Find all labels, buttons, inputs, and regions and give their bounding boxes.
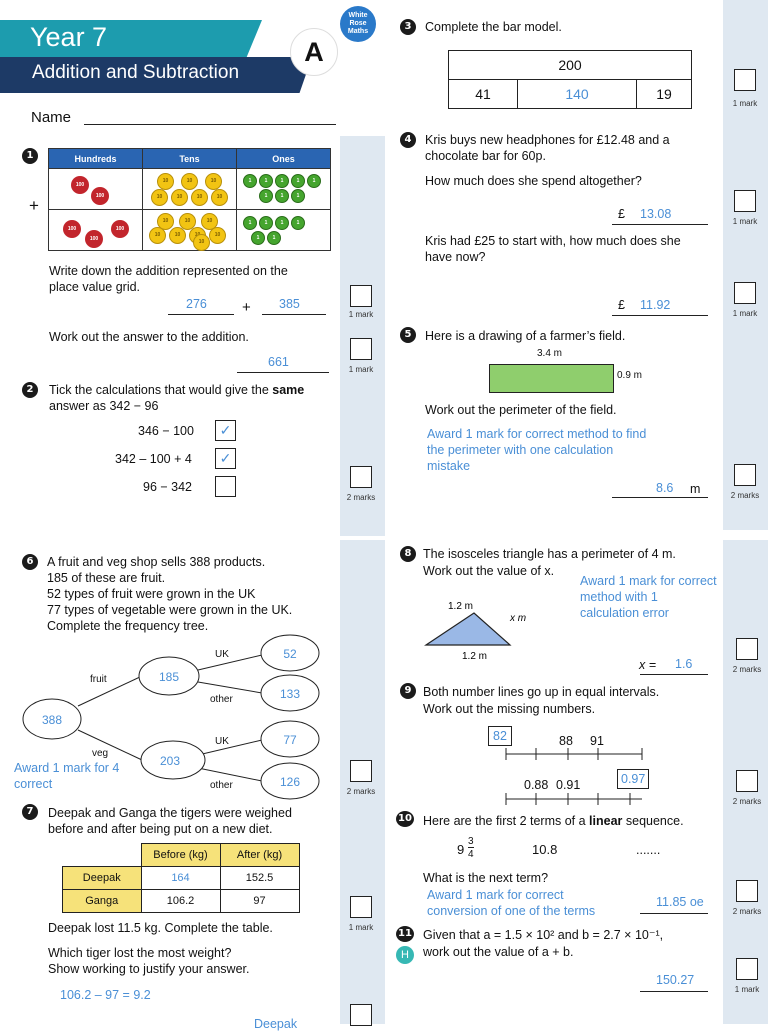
q6-number: 6 bbox=[22, 554, 38, 570]
q4a-mark-box[interactable] bbox=[734, 190, 756, 212]
nl2-value-2: 0.91 bbox=[556, 778, 581, 792]
q9-line-2: Work out the missing numbers. bbox=[423, 702, 596, 716]
q2-checkbox-2[interactable]: ✓ bbox=[215, 448, 236, 469]
q4-text: Kris buys new headphones for £12.48 and a chocolate bar for 60p. bbox=[425, 133, 670, 163]
tree-veg: 203 bbox=[159, 754, 181, 768]
q2-mark-label: 2 marks bbox=[346, 493, 376, 502]
bar-part-2[interactable]: 140 bbox=[518, 80, 637, 109]
q11-number: 11 bbox=[396, 926, 414, 942]
q4-answer-1: 13.08 bbox=[640, 207, 672, 221]
q5-unit: m bbox=[690, 482, 701, 496]
q10-marking-note: Award 1 mark for correct conversion of one of the terms bbox=[427, 888, 596, 918]
q8-answer: 1.6 bbox=[675, 657, 693, 671]
q10-question: What is the next term? bbox=[423, 871, 549, 885]
q2-mark-box[interactable] bbox=[350, 466, 372, 488]
tree-root: 388 bbox=[41, 713, 63, 727]
q5-text: Here is a drawing of a farmer’s field. bbox=[425, 329, 626, 343]
row2-ones: 1 1 1 1 1 1 bbox=[237, 210, 331, 251]
q3-mark-box[interactable] bbox=[734, 69, 756, 91]
variant-label: A bbox=[304, 37, 324, 67]
margin-strip-left-bottom bbox=[340, 540, 385, 1024]
q4a-mark-label: 1 mark bbox=[732, 217, 758, 226]
q8-answer-label: x = bbox=[639, 658, 657, 672]
q8-line-2: Work out the value of x. bbox=[423, 564, 555, 578]
q11-mark-box[interactable] bbox=[736, 958, 758, 980]
q7-number: 7 bbox=[22, 804, 38, 820]
nl1-missing[interactable]: 82 bbox=[488, 726, 512, 746]
q11-line-1: Given that a = 1.5 × 10² and b = 2.7 × 10⁻¹, bbox=[423, 928, 664, 942]
q10-mark-label: 2 marks bbox=[732, 907, 762, 916]
nl1-value-3: 91 bbox=[590, 734, 604, 748]
header-ones: Ones bbox=[237, 149, 331, 169]
header-tens: Tens bbox=[143, 149, 237, 169]
q7b-mark-box[interactable] bbox=[350, 1004, 372, 1026]
q7-text-3: Which tiger lost the most weight? bbox=[48, 946, 232, 960]
q5-mark-box[interactable] bbox=[734, 464, 756, 486]
q4-answer-2-line[interactable] bbox=[612, 315, 708, 316]
q11-answer-line[interactable] bbox=[640, 991, 708, 992]
isosceles-triangle bbox=[420, 595, 540, 665]
q3-text: Complete the bar model. bbox=[425, 20, 562, 34]
term-2: 10.8 bbox=[532, 842, 558, 857]
branch-veg-label: veg bbox=[92, 748, 109, 759]
q9-mark-box[interactable] bbox=[736, 770, 758, 792]
q8-number: 8 bbox=[400, 546, 416, 562]
name-label: Name bbox=[31, 109, 72, 126]
q1a-mark-box[interactable] bbox=[350, 285, 372, 307]
q7-text-4: Show working to justify your answer. bbox=[48, 962, 250, 976]
q4-question-1: How much does she spend altogether? bbox=[425, 174, 642, 188]
q1-answer: 661 bbox=[268, 355, 289, 369]
name-field[interactable] bbox=[84, 124, 336, 125]
tree-veg-other: 126 bbox=[279, 775, 301, 789]
place-value-grid bbox=[48, 148, 331, 251]
branch-veg-uk-label: UK bbox=[215, 736, 229, 747]
q6-mark-label: 2 marks bbox=[346, 787, 376, 796]
q4-question-2: Kris had £25 to start with, how much does she have now? bbox=[425, 234, 681, 264]
q8-line-1: The isosceles triangle has a perimeter of 4 m. bbox=[423, 547, 676, 561]
q5-number: 5 bbox=[400, 327, 416, 343]
year-label: Year 7 bbox=[30, 22, 108, 52]
q6-text: A fruit and veg shop sells 388 products. 185 of these are fruit. 52 types of fruit were grown in the UK 77 types of vegetable were grown in the UK. Complete the frequency tree. bbox=[47, 555, 293, 633]
branch-fruit-uk-label: UK bbox=[215, 649, 229, 660]
nl2-missing[interactable]: 0.97 bbox=[617, 769, 649, 789]
tiger-table bbox=[62, 843, 300, 913]
q7-answer: Deepak bbox=[254, 1017, 298, 1031]
nl1-value-2: 88 bbox=[559, 734, 573, 748]
q1-addend-1: 276 bbox=[186, 297, 207, 311]
q8-mark-label: 2 marks bbox=[732, 665, 762, 674]
q1-addend-2-line[interactable] bbox=[262, 314, 326, 315]
q1b-mark-label: 1 mark bbox=[348, 365, 374, 374]
topic-label: Addition and Subtraction bbox=[32, 62, 240, 83]
header-hundreds: Hundreds bbox=[49, 149, 143, 169]
q4-answer-1-line[interactable] bbox=[612, 224, 708, 225]
number-line-2 bbox=[500, 791, 650, 805]
q5-marking-note: Award 1 mark for correct method to find the perimeter with one calculation mistake bbox=[427, 427, 647, 473]
bar-part-3: 19 bbox=[637, 80, 692, 109]
bar-part-1: 41 bbox=[449, 80, 518, 109]
q5-answer-line[interactable] bbox=[612, 497, 708, 498]
bar-model bbox=[448, 50, 692, 109]
q1-text: Write down the addition represented on the place value grid. bbox=[49, 264, 288, 294]
q1-operator: + bbox=[242, 299, 251, 316]
tiger-ganga-before: 106.2 bbox=[141, 890, 220, 913]
triangle-base: 1.2 m bbox=[462, 651, 488, 662]
q11-mark-label: 1 mark bbox=[734, 985, 760, 994]
row1-tens: 10 10 10 10 10 10 10 bbox=[143, 169, 237, 210]
q9-line-1: Both number lines go up in equal intervals. bbox=[423, 685, 660, 699]
q8-marking-note: Award 1 mark for correct method with 1 calculation error bbox=[580, 574, 717, 620]
q4b-mark-label: 1 mark bbox=[732, 309, 758, 318]
term-3: ....... bbox=[636, 843, 661, 857]
q7-text: Deepak and Ganga the tigers were weighed before and after being put on a new diet. bbox=[48, 806, 292, 836]
row1-hundreds: 100 100 bbox=[49, 169, 143, 210]
q2-number: 2 bbox=[22, 382, 38, 398]
q1b-mark-box[interactable] bbox=[350, 338, 372, 360]
q1-plus: + bbox=[29, 196, 39, 215]
q9-number: 9 bbox=[400, 683, 416, 699]
q2-text: Tick the calculations that would give the same answer as 342 − 96 bbox=[49, 383, 305, 413]
variant-badge bbox=[290, 28, 338, 76]
q10-mark-box[interactable] bbox=[736, 880, 758, 902]
q6-marking-note: Award 1 mark for 4 correct bbox=[14, 761, 120, 791]
tree-fruit-uk: 52 bbox=[283, 647, 297, 661]
q9-mark-label: 2 marks bbox=[732, 797, 762, 806]
q5-answer: 8.6 bbox=[656, 481, 674, 495]
tiger-name-ganga: Ganga bbox=[63, 890, 142, 913]
q1-addend-1-line[interactable] bbox=[168, 314, 234, 315]
field-width-label: 3.4 m bbox=[537, 348, 563, 359]
q4-currency-2: £ bbox=[618, 298, 625, 312]
q11-line-2: work out the value of a + b. bbox=[423, 945, 574, 959]
triangle-side-1: 1.2 m bbox=[448, 601, 474, 612]
q11-answer: 150.27 bbox=[656, 973, 695, 987]
q6-mark-box[interactable] bbox=[350, 760, 372, 782]
q1-answer-line[interactable] bbox=[237, 372, 329, 373]
tiger-header-after: After (kg) bbox=[220, 844, 299, 867]
q10-answer-line[interactable] bbox=[640, 913, 708, 914]
q1-text-2: Work out the answer to the addition. bbox=[49, 330, 249, 344]
q3-mark-label: 1 mark bbox=[732, 99, 758, 108]
q4-answer-2: 11.92 bbox=[640, 298, 671, 312]
q10-text: Here are the first 2 terms of a linear sequence. bbox=[423, 814, 684, 828]
triangle-side-x: x m bbox=[510, 613, 527, 624]
q7-working: 106.2 – 97 = 9.2 bbox=[60, 988, 151, 1002]
q5-question: Work out the perimeter of the field. bbox=[425, 403, 617, 417]
q1-number: 1 bbox=[22, 148, 38, 164]
q2-option-2: 342 – 100 + 4 bbox=[115, 452, 192, 466]
tree-fruit: 185 bbox=[158, 670, 180, 684]
q4-currency-1: £ bbox=[618, 207, 625, 221]
q2-checkbox-1[interactable]: ✓ bbox=[215, 420, 236, 441]
field-rectangle bbox=[489, 364, 614, 393]
row2-tens: 10 10 10 10 10 10 10 bbox=[143, 210, 237, 251]
q2-option-3: 96 − 342 bbox=[143, 480, 193, 494]
q3-number: 3 bbox=[400, 19, 416, 35]
tiger-name-deepak: Deepak bbox=[63, 867, 142, 890]
field-height-label: 0.9 m bbox=[617, 370, 643, 381]
q7a-mark-box[interactable] bbox=[350, 896, 372, 918]
q10-answer: 11.85 oe bbox=[656, 895, 704, 909]
tree-fruit-other: 133 bbox=[279, 687, 301, 701]
number-line-1 bbox=[500, 746, 650, 760]
tiger-ganga-after: 97 bbox=[220, 890, 299, 913]
tree-veg-uk: 77 bbox=[283, 733, 297, 747]
branch-fruit-label: fruit bbox=[90, 674, 107, 685]
q10-number: 10 bbox=[396, 811, 414, 827]
q7a-mark-label: 1 mark bbox=[348, 923, 374, 932]
q2-checkbox-3[interactable] bbox=[215, 476, 236, 497]
q1-addend-2: 385 bbox=[279, 297, 300, 311]
nl2-value-1: 0.88 bbox=[524, 778, 549, 792]
white-rose-logo: White Rose Maths bbox=[340, 6, 376, 42]
q8-answer-line[interactable] bbox=[640, 674, 708, 675]
tiger-corner bbox=[63, 844, 142, 867]
tiger-deepak-before[interactable]: 164 bbox=[141, 867, 220, 890]
row2-hundreds: 100 100 100 bbox=[49, 210, 143, 251]
q1a-mark-label: 1 mark bbox=[348, 310, 374, 319]
q8-mark-box[interactable] bbox=[736, 638, 758, 660]
q5-mark-label: 2 marks bbox=[730, 491, 760, 500]
q4-number: 4 bbox=[400, 132, 416, 148]
branch-veg-other-label: other bbox=[210, 780, 233, 791]
higher-badge: H bbox=[396, 946, 414, 964]
row1-ones: 1 1 1 1 1 1 1 1 bbox=[237, 169, 331, 210]
branch-fruit-other-label: other bbox=[210, 694, 233, 705]
q7-text-2: Deepak lost 11.5 kg. Complete the table. bbox=[48, 921, 273, 935]
tiger-header-before: Before (kg) bbox=[141, 844, 220, 867]
q4b-mark-box[interactable] bbox=[734, 282, 756, 304]
bar-total: 200 bbox=[449, 51, 692, 80]
tiger-deepak-after: 152.5 bbox=[220, 867, 299, 890]
q2-option-1: 346 − 100 bbox=[138, 424, 194, 438]
